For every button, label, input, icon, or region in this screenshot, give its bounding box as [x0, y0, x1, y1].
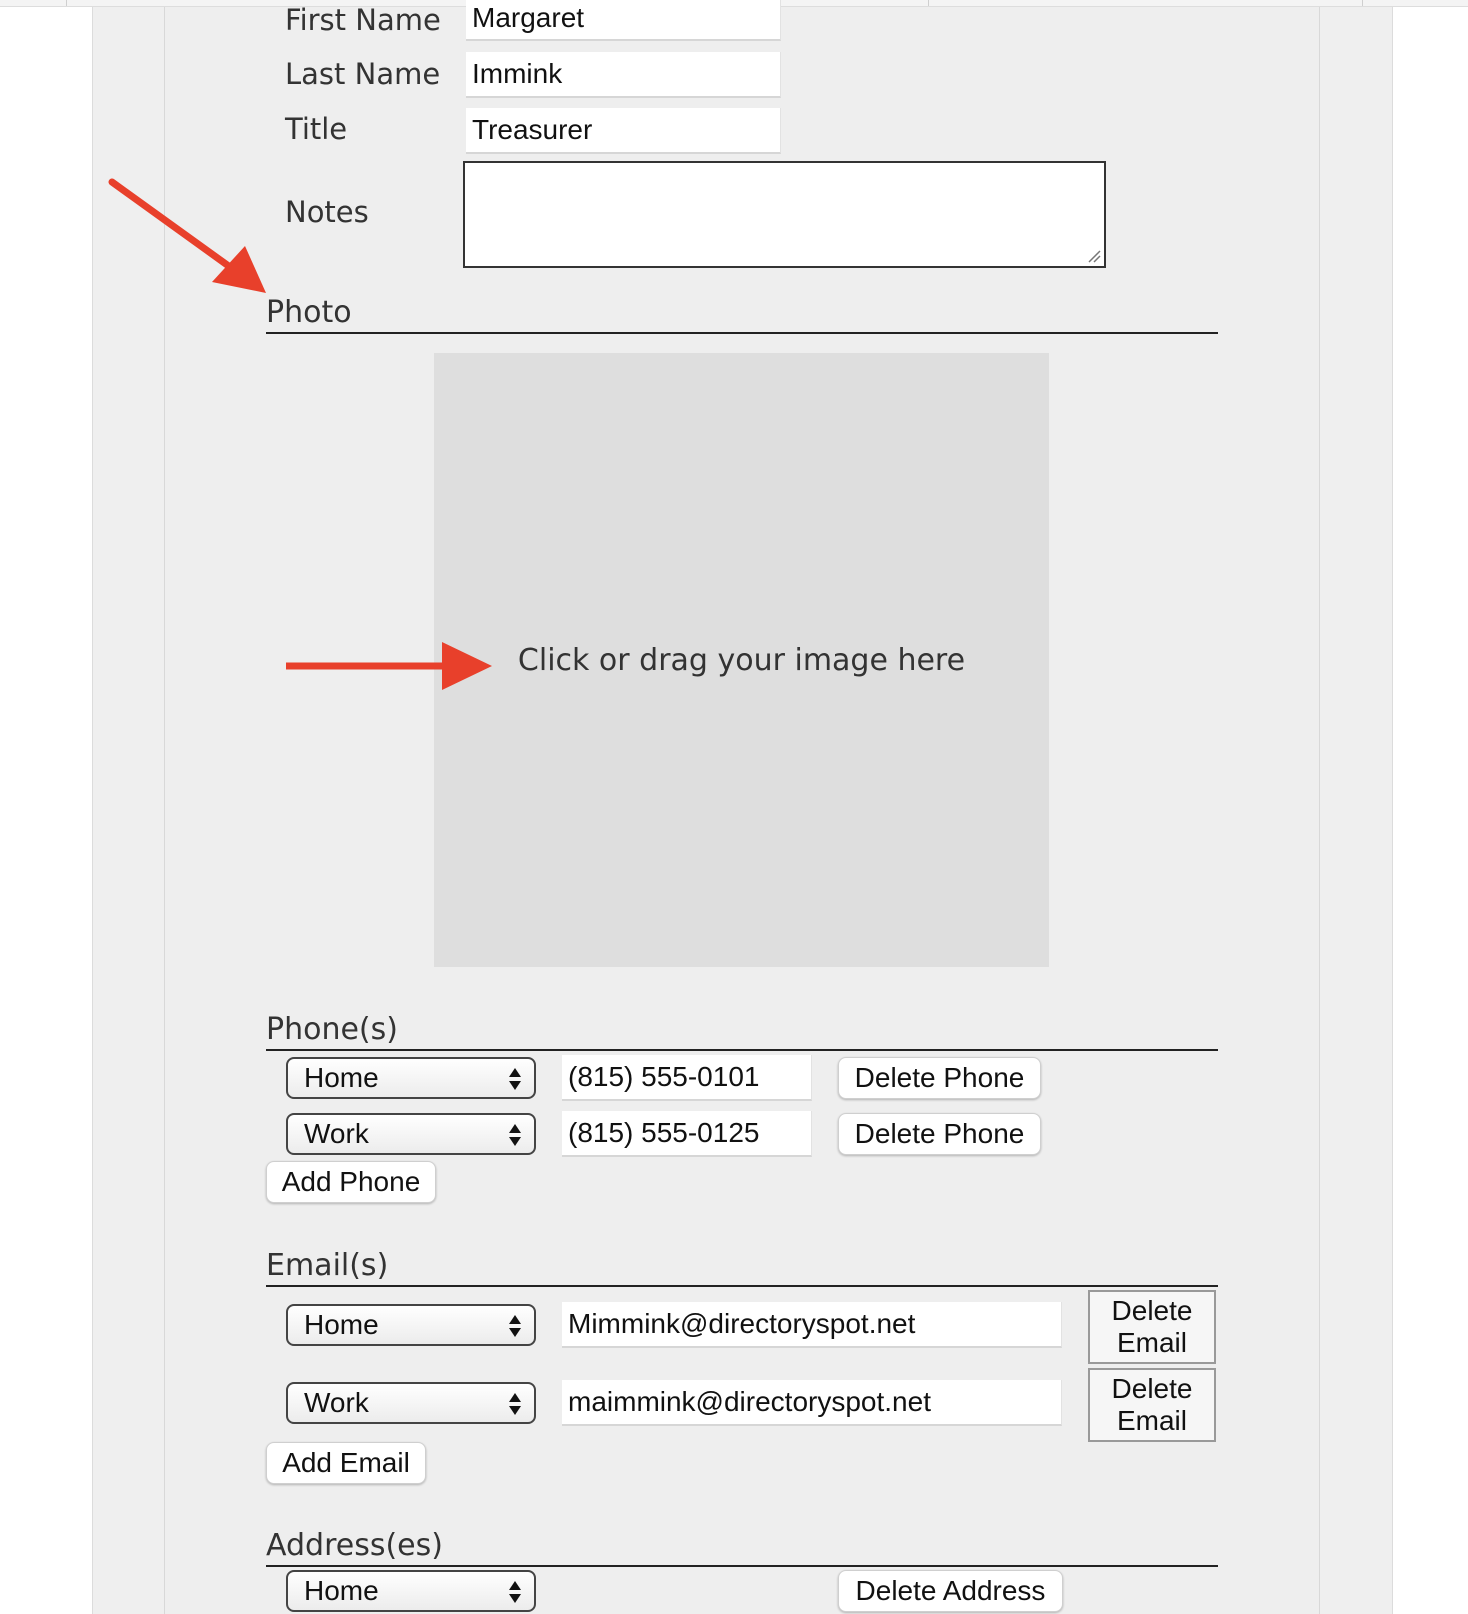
- phone-number-input[interactable]: (815) 555-0125: [562, 1111, 812, 1157]
- email-type-select[interactable]: [286, 1382, 536, 1424]
- delete-email-button[interactable]: [1088, 1290, 1216, 1364]
- phone-type-select[interactable]: [286, 1113, 536, 1155]
- up-down-arrows-icon: [508, 1123, 522, 1147]
- add-email-button[interactable]: Add Email: [266, 1442, 426, 1484]
- frame-tick: [928, 0, 929, 6]
- phone-type-select[interactable]: [286, 1057, 536, 1099]
- title-label: Title: [285, 112, 348, 146]
- delete-email-label: Delete Email: [1111, 1373, 1193, 1436]
- frame-tick: [1362, 0, 1363, 6]
- emails-section-header: [266, 1243, 1218, 1287]
- phones-heading: Phone(s): [266, 1012, 398, 1047]
- up-down-arrows-icon: [508, 1392, 522, 1416]
- first-name-input[interactable]: Margaret: [466, 0, 781, 41]
- first-name-label: First Name: [285, 3, 441, 37]
- resize-grip-icon[interactable]: [1087, 249, 1101, 263]
- dropzone-text: Click or drag your image here: [517, 642, 966, 678]
- last-name-input[interactable]: Immink: [466, 52, 781, 98]
- frame-tick: [66, 0, 67, 6]
- annotation-arrow-horizontal: [280, 636, 500, 696]
- email-type-select[interactable]: [286, 1304, 536, 1346]
- add-phone-button[interactable]: Add Phone: [266, 1161, 436, 1203]
- delete-email-button[interactable]: [1088, 1368, 1216, 1442]
- email-address-input[interactable]: Mimmink@directoryspot.net: [562, 1302, 1062, 1348]
- up-down-arrows-icon: [508, 1314, 522, 1338]
- photo-dropzone[interactable]: [434, 353, 1049, 967]
- email-type-value: Home: [304, 1309, 379, 1340]
- notes-textarea[interactable]: [463, 161, 1106, 268]
- up-down-arrows-icon: [508, 1580, 522, 1604]
- delete-phone-button[interactable]: Delete Phone: [838, 1057, 1041, 1099]
- phone-type-value: Home: [304, 1062, 379, 1093]
- up-down-arrows-icon: [508, 1067, 522, 1091]
- emails-heading: Email(s): [266, 1248, 389, 1283]
- photo-section-header: [266, 290, 1218, 334]
- notes-label: Notes: [285, 195, 369, 229]
- title-input[interactable]: Treasurer: [466, 108, 781, 154]
- annotation-arrow-diagonal: [100, 170, 280, 300]
- email-address-input[interactable]: maimmink@directoryspot.net: [562, 1380, 1062, 1426]
- phones-section-header: [266, 1007, 1218, 1051]
- email-type-value: Work: [304, 1387, 369, 1418]
- addresses-section-header: [266, 1523, 1218, 1567]
- photo-heading: Photo: [266, 295, 352, 330]
- last-name-label: Last Name: [285, 57, 441, 91]
- address-type-select[interactable]: [286, 1570, 536, 1612]
- delete-address-button[interactable]: Delete Address: [838, 1570, 1063, 1612]
- address-type-value: Home: [304, 1575, 379, 1606]
- phone-type-value: Work: [304, 1118, 369, 1149]
- addresses-heading: Address(es): [266, 1528, 443, 1563]
- delete-phone-button[interactable]: Delete Phone: [838, 1113, 1041, 1155]
- phone-number-input[interactable]: (815) 555-0101: [562, 1055, 812, 1101]
- delete-email-label: Delete Email: [1111, 1295, 1193, 1358]
